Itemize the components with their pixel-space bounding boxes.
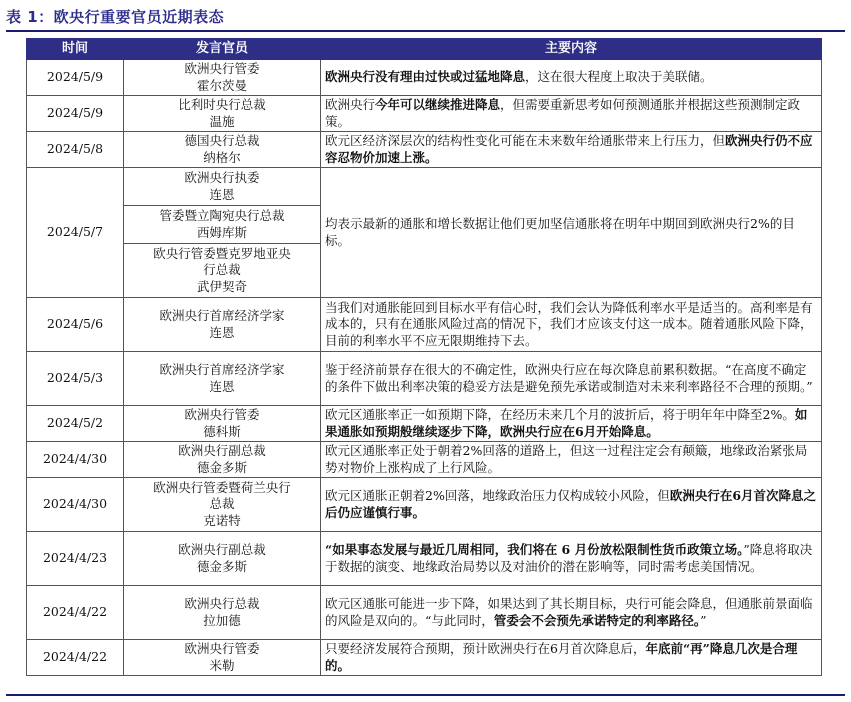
date-cell: 2024/5/7: [27, 168, 124, 298]
official-cell: [124, 298, 321, 352]
content-cell: [321, 442, 822, 478]
official-line: 欧洲央行管委: [184, 641, 260, 656]
official-cell: [124, 478, 321, 532]
official-line: 行总裁: [203, 262, 241, 278]
content-text: 欧元区通胀率正处于朝着2%回落的道路上，但这一过程注定会有颠簸，地缘政治紧张局势对物价上涨构成了上行风险。: [325, 443, 808, 475]
content-text: 均表示最新的通胀和增长数据让他们更加坚信通胀将在明年中期回到欧洲央行2%的目标。: [325, 216, 795, 248]
table-row: [27, 168, 822, 206]
table-row: [27, 96, 822, 132]
content-cell: [321, 352, 822, 406]
official-line: 连恩: [209, 324, 235, 340]
official-line: 武伊契奇: [196, 278, 247, 294]
content-emphasis: 欧洲央行在6月首次降息之后仍应谨慎行事。: [325, 488, 817, 520]
content-cell: [321, 586, 822, 640]
content-emphasis: 欧洲央行仍不应容忍物价加速上涨。: [325, 133, 813, 165]
date-cell: 2024/5/8: [27, 132, 124, 168]
official-line: 克诺特: [203, 512, 241, 528]
content-cell: [321, 406, 822, 442]
official-cell: [124, 532, 321, 586]
official-line: 欧洲央行首席经济学家: [159, 308, 285, 323]
table-row: [27, 478, 822, 532]
official-line: 霍尔茨曼: [196, 77, 247, 93]
content-cell: [321, 478, 822, 532]
date-cell: 2024/4/23: [27, 532, 124, 586]
date-cell: 2024/5/2: [27, 406, 124, 442]
content-emphasis: 欧洲央行没有理由过快或过猛地降息: [325, 69, 526, 85]
content-text: 欧元区通胀正朝着2%回落，地缘政治压力仅构成较小风险，但: [325, 488, 670, 503]
table-row: [27, 442, 822, 478]
official-cell: [124, 96, 321, 132]
top-rule: [6, 30, 845, 32]
content-cell: [321, 60, 822, 96]
statements-table: [26, 38, 822, 676]
official-cell: [124, 244, 321, 298]
content-cell: [321, 168, 822, 298]
official-cell: [124, 352, 321, 406]
content-text: ，但需要重新思考如何预测通胀并根据这些预测制定政策。: [325, 97, 801, 129]
content-emphasis: 今年可以继续推进降息: [375, 97, 501, 112]
official-cell: [124, 132, 321, 168]
header-date: 时间: [27, 39, 124, 60]
content-text: 欧洲央行: [325, 97, 376, 112]
content-text: ”: [700, 612, 707, 628]
official-line: 德金多斯: [196, 459, 247, 475]
table-row: [27, 406, 822, 442]
official-line: 纳格尔: [203, 149, 241, 165]
official-line: 欧洲央行副总裁: [178, 443, 266, 458]
date-cell: 2024/5/9: [27, 60, 124, 96]
bottom-rule: [6, 694, 845, 696]
official-line: 拉加德: [203, 612, 241, 628]
official-line: 欧洲央行总裁: [184, 596, 260, 611]
official-cell: [124, 168, 321, 206]
content-emphasis: “如果事态发展与最近几周相同，我们将在 6 月份放松限制性货币政策立场。: [325, 542, 744, 557]
table-row: [27, 532, 822, 586]
official-line: 温施: [209, 113, 235, 129]
content-text: 鉴于经济前景存在很大的不确定性，欧洲央行应在每次降息前累积数据。“在高度不确定的条件下做出利率决策的稳妥方法是避免预先承诺或制造对未来利率路径不合理的预期。”: [325, 362, 813, 394]
table-row: [27, 352, 822, 406]
official-line: 米勒: [209, 657, 235, 673]
table-header-row: [27, 39, 822, 60]
official-line: 德金多斯: [196, 558, 247, 574]
content-text: 欧元区通胀可能进一步下降，如果达到了其长期目标，央行可能会降息，但通胀前景面临的风险是双向的。“与此同时，: [325, 596, 813, 628]
official-line: 欧洲央行管委暨荷兰央行: [153, 479, 291, 495]
content-cell: [321, 132, 822, 168]
official-line: 德科斯: [203, 423, 241, 439]
date-cell: 2024/5/6: [27, 298, 124, 352]
official-line: 连恩: [209, 186, 235, 202]
content-text: 欧元区通胀率正一如预期下降，在经历未来几个月的波折后，将于明年年中降至2%。: [325, 407, 795, 422]
table-row: [27, 298, 822, 352]
official-line: 比利时央行总裁: [178, 97, 266, 112]
content-text: 只要经济发展符合预期，预计欧洲央行在6月首次降息后，: [325, 641, 646, 656]
official-cell: [124, 406, 321, 442]
date-cell: 2024/4/30: [27, 442, 124, 478]
official-line: 德国央行总裁: [184, 133, 260, 148]
content-cell: [321, 640, 822, 676]
table-row: [27, 60, 822, 96]
official-line: 欧洲央行管委: [184, 407, 260, 422]
content-cell: [321, 532, 822, 586]
content-emphasis: 如果通胀如预期般继续逐步下降，欧洲央行应在6月开始降息。: [325, 407, 808, 439]
header-official: 发言官员: [124, 39, 321, 60]
table-row: [27, 132, 822, 168]
table-row: [27, 586, 822, 640]
official-line: 欧洲央行管委: [184, 61, 260, 76]
official-line: 欧洲央行首席经济学家: [159, 362, 285, 377]
official-cell: [124, 206, 321, 244]
content-cell: [321, 96, 822, 132]
date-cell: 2024/5/9: [27, 96, 124, 132]
official-cell: [124, 640, 321, 676]
content-text: 欧元区经济深层次的结构性变化可能在未来数年给通胀带来上行压力，但: [325, 133, 726, 148]
content-text: ”降息将取决于数据的演变、地缘政治局势以及对油价的潜在影响等，同时需考虑美国情况。: [325, 542, 813, 574]
official-line: 西姆库斯: [196, 224, 247, 240]
official-cell: [124, 60, 321, 96]
table-row: [27, 640, 822, 676]
content-text: 当我们对通胀能回到目标水平有信心时，我们会认为降低利率水平是适当的。高利率是有成本的，只有在通胀风险过高的情况下，我们才应该支付这一成本。随着通胀风险下降，目前的利率水平不应无限期维持下去。: [325, 299, 813, 348]
official-line: 欧洲央行执委: [184, 170, 260, 185]
date-cell: 2024/5/3: [27, 352, 124, 406]
official-line: 总裁: [209, 496, 235, 512]
date-cell: 2024/4/30: [27, 478, 124, 532]
official-cell: [124, 586, 321, 640]
date-cell: 2024/4/22: [27, 640, 124, 676]
content-text: ，这在很大程度上取决于美联储。: [525, 69, 713, 85]
table-title: 表 1：欧央行重要官员近期表态: [6, 8, 225, 26]
content-emphasis: 年底前“再”降息几次是合理的。: [325, 641, 798, 673]
header-content: 主要内容: [321, 39, 822, 60]
content-emphasis: 管委会不会预先承诺特定的利率路径。: [493, 612, 701, 628]
content-cell: [321, 298, 822, 352]
official-line: 欧央行管委暨克罗地亚央: [153, 245, 291, 261]
official-line: 欧洲央行副总裁: [178, 542, 266, 557]
date-cell: 2024/4/22: [27, 586, 124, 640]
official-line: 连恩: [209, 378, 235, 394]
official-line: 管委暨立陶宛央行总裁: [159, 208, 285, 223]
official-cell: [124, 442, 321, 478]
